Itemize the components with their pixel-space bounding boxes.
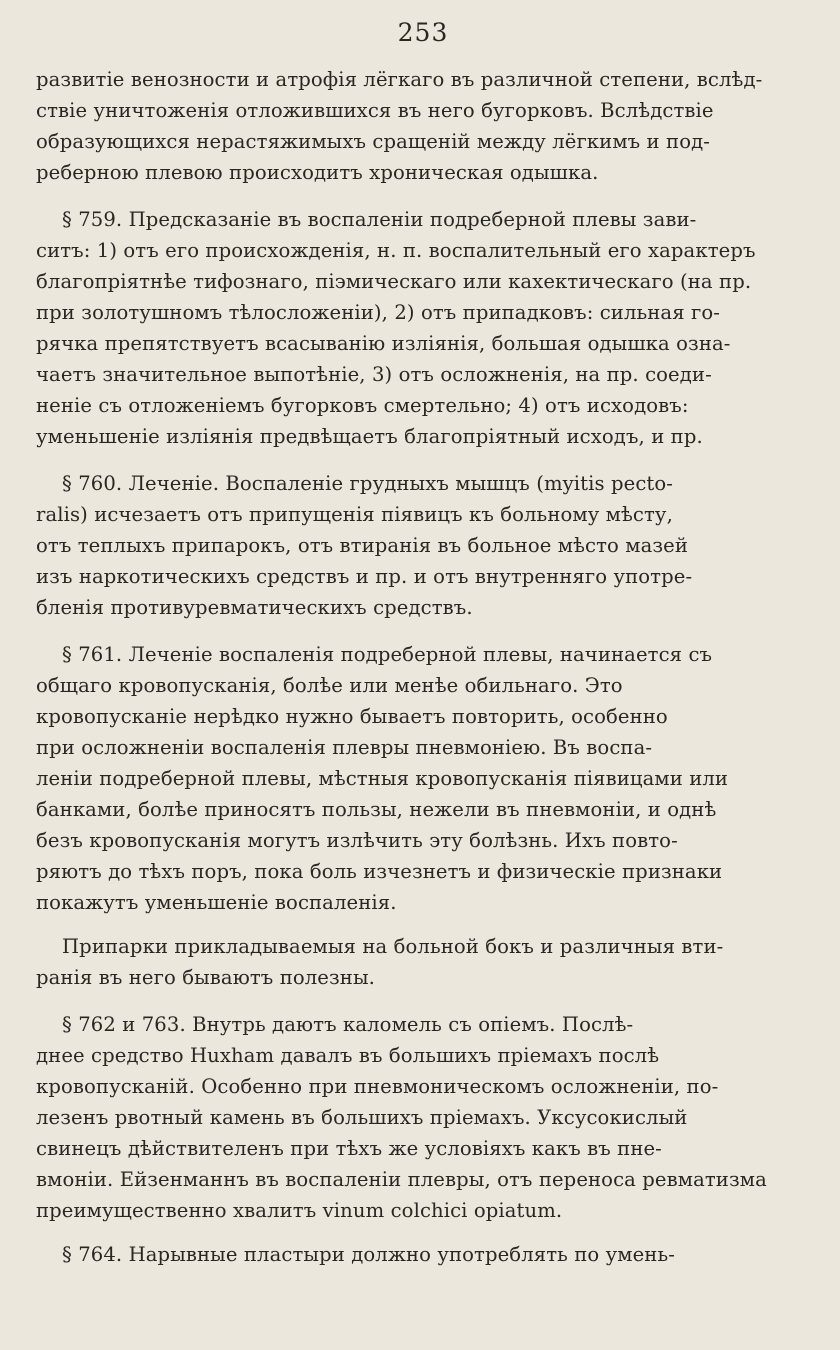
text-line: ralis) исчезаетъ отъ припущенія піявицъ къ больному мѣсту, [36,503,673,526]
text-line: ствіе уничтоженія отложившихся въ него бугорковъ. Вслѣдствіе [36,99,714,122]
text-line: вмоніи. Ейзенманнъ въ воспаленіи плевры, отъ переноса ревматизма [36,1168,767,1191]
text-line: § 761. Леченіе воспаленія подреберной плевы, начинается съ [62,643,713,666]
text-line: изъ наркотическихъ средствъ и пр. и отъ внутренняго употре- [36,565,693,588]
paragraph-764-blisters [36,1239,810,1270]
text-line: кровопусканіе нерѣдко нужно бываетъ повторить, особенно [36,705,668,728]
text-line: леніи подреберной плевы, мѣстныя кровопусканія піявицами или [36,767,729,790]
text-line: образующихся нерастяжимыхъ сращеній между лёгкимъ и под- [36,130,710,153]
text-line: ряютъ до тѣхъ поръ, пока боль изчезнетъ и физическіе признаки [36,860,723,883]
text-line: реберною плевою происходитъ хроническая одышка. [36,161,599,184]
text-line: при осложненіи воспаленія плевры пневмоніею. Въ воспа- [36,736,653,759]
paragraph-lung-atrophy [36,64,810,188]
text-line: лезенъ рвотный камень въ большихъ пріемахъ. Уксусокислый [36,1106,688,1129]
paragraph-762-763-internal [36,1009,810,1226]
text-line: § 762 и 763. Внутрь даютъ каломель съ опіемъ. Послѣ- [62,1013,634,1036]
text-line: бленія противуревматическихъ средствъ. [36,596,473,619]
text-line: банками, болѣе приносятъ пользы, нежели въ пневмоніи, и однѣ [36,798,717,821]
text-line: покажутъ уменьшеніе воспаленія. [36,891,397,914]
text-line: благопріятнѣе тифознаго, піэмическаго или кахектическаго (на пр. [36,270,752,293]
text-line: § 764. Нарывные пластыри должно употреблять по умень- [62,1243,675,1266]
text-line: отъ теплыхъ припарокъ, отъ втиранія въ больное мѣсто мазей [36,534,688,557]
page-number: 253 [397,18,449,47]
text-line: безъ кровопусканія могутъ излѣчить эту болѣзнь. Ихъ повто- [36,829,678,852]
text-line: Припарки прикладываемыя на больной бокъ и различныя вти- [62,935,724,958]
paragraph-poultices [36,931,810,993]
paragraph-761-treatment [36,639,810,918]
paragraph-759-prognosis [36,204,810,452]
text-line: рячка препятствуетъ всасыванію изліянія, большая одышка озна- [36,332,731,355]
text-line: чаетъ значительное выпотѣніе, 3) отъ осложненія, на пр. соеди- [36,363,712,386]
text-line: ситъ: 1) отъ его происхожденія, н. п. воспалительный его характеръ [36,239,756,262]
text-line: § 760. Леченіе. Воспаленіе грудныхъ мышцъ (myitis pecto- [62,472,673,495]
text-line: развитіе венозности и атрофія лёгкаго въ различной степени, вслѣд- [36,68,763,91]
paragraph-760-treatment [36,468,810,623]
text-line: свинецъ дѣйствителенъ при тѣхъ же условіяхъ какъ въ пне- [36,1137,662,1160]
text-line: преимущественно хвалитъ vinum colchici opiatum. [36,1199,563,1222]
text-line: кровопусканій. Особенно при пневмоническомъ осложненіи, по- [36,1075,719,1098]
text-line: неніе съ отложеніемъ бугорковъ смертельно; 4) отъ исходовъ: [36,394,689,417]
text-line: при золотушномъ тѣлосложеніи), 2) отъ припадковъ: сильная го- [36,301,720,324]
text-line: уменьшеніе изліянія предвѣщаетъ благопріятный исходъ, и пр. [36,425,703,448]
text-line: днее средство Huxham давалъ въ большихъ пріемахъ послѣ [36,1044,660,1067]
text-line: ранія въ него бываютъ полезны. [36,966,375,989]
text-line: § 759. Предсказаніе въ воспаленіи подреберной плевы зави- [62,208,697,231]
text-line: общаго кровопусканія, болѣе или менѣе обильнаго. Это [36,674,623,697]
